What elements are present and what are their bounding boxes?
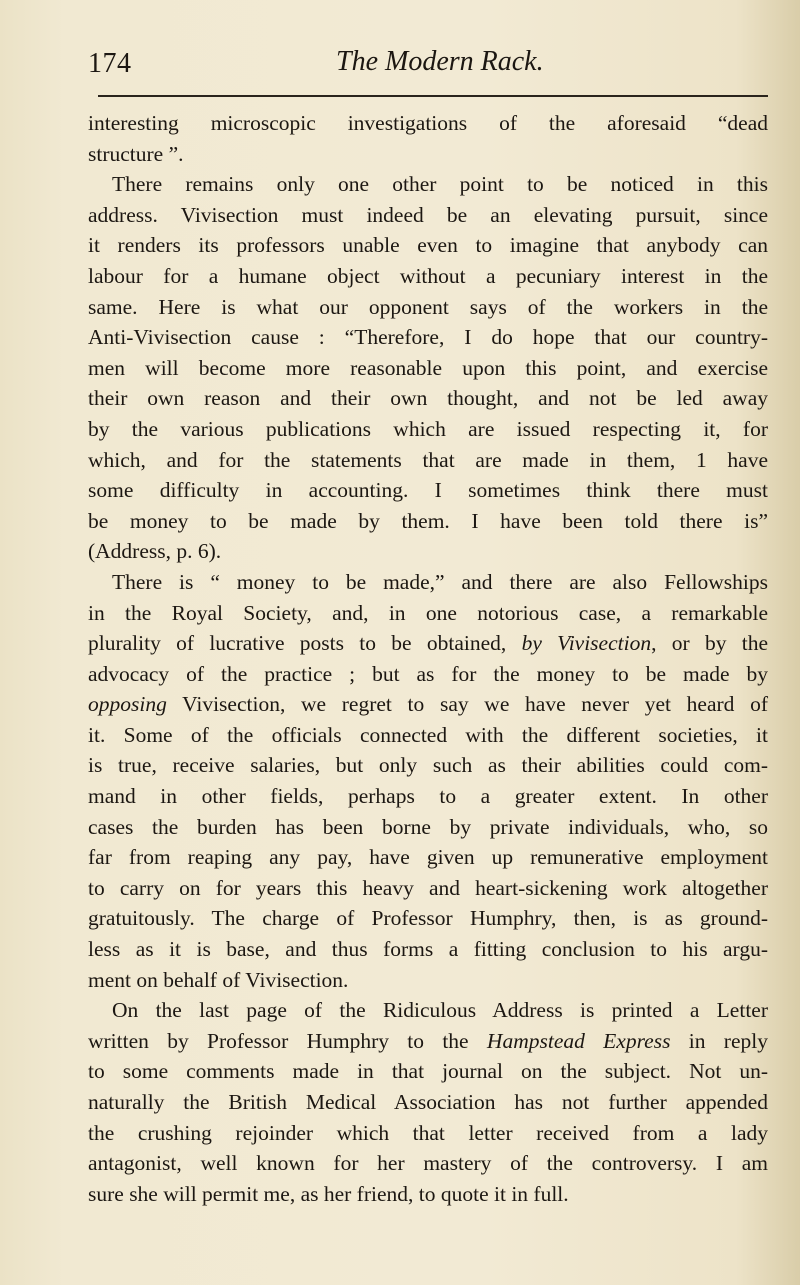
text-line <box>88 781 768 812</box>
paragraph <box>88 995 768 1209</box>
text-run: , or by the <box>651 631 768 656</box>
text-line <box>88 353 768 384</box>
text-line <box>88 965 768 996</box>
text-line <box>88 414 768 445</box>
text-run: structure ”. <box>88 141 184 166</box>
text-run: far from reaping any pay, have given up remunerative employment <box>88 845 768 870</box>
text-line <box>88 322 768 353</box>
page-header <box>88 44 768 84</box>
italic-text: opposing <box>88 692 167 717</box>
page-number: 174 <box>88 48 132 79</box>
text-run: ment on behalf of Vivisection. <box>88 967 349 992</box>
text-line <box>88 475 768 506</box>
text-run: antagonist, well known for her mastery of the controversy. I am <box>88 1151 768 1176</box>
text-line <box>88 873 768 904</box>
text-line <box>88 383 768 414</box>
text-line <box>88 506 768 537</box>
text-run: labour for a humane object without a pecuniary interest in the <box>88 263 768 288</box>
text-run: naturally the British Medical Association has not further appended <box>88 1090 768 1114</box>
text-run: it. Some of the officials connected with the different societies, it <box>88 722 768 747</box>
text-run: (Address, p. 6). <box>88 539 222 564</box>
text-line <box>88 1118 768 1149</box>
text-run: by the various publications which are issued respecting it, for <box>88 416 768 441</box>
text-run: to carry on for years this heavy and heart-sickening work altogether <box>88 875 768 900</box>
body-text <box>88 108 768 1209</box>
paragraph <box>88 108 768 169</box>
text-line <box>88 1148 768 1179</box>
text-run: be money to be made by them. I have been told there is” <box>88 508 768 533</box>
header-rule <box>98 95 768 97</box>
text-run: interesting microscopic investigations of the aforesaid “dead <box>88 111 768 135</box>
text-run: plurality of lucrative posts to be obtained, <box>88 631 522 656</box>
text-line <box>88 659 768 690</box>
text-line <box>88 934 768 965</box>
text-line <box>88 812 768 843</box>
text-line <box>88 567 768 598</box>
text-line <box>88 995 768 1026</box>
text-run: their own reason and their own thought, and not be led away <box>88 386 768 411</box>
paragraph <box>88 567 768 995</box>
text-run: in reply <box>670 1028 768 1053</box>
text-run: some difficulty in accounting. I sometimes think there must <box>88 478 768 503</box>
text-line <box>88 536 768 567</box>
text-line <box>88 842 768 873</box>
text-line <box>88 445 768 476</box>
text-run: less as it is base, and thus forms a fitting conclusion to his argu- <box>88 937 768 962</box>
text-run: it renders its professors unable even to imagine that anybody can <box>88 233 768 258</box>
text-run: mand in other fields, perhaps to a greater extent. In other <box>88 784 768 809</box>
text-run: in the Royal Society, and, in one notorious case, a remarkable <box>88 600 768 625</box>
text-line <box>88 1026 768 1057</box>
text-run: to some comments made in that journal on the subject. Not un- <box>88 1059 768 1084</box>
italic-text: Hampstead Express <box>486 1028 671 1053</box>
text-run: cases the burden has been borne by private individuals, who, so <box>88 814 768 839</box>
text-line <box>88 689 768 720</box>
text-run: same. Here is what our opponent says of the workers in the <box>88 294 768 319</box>
running-head: The Modern Rack. <box>336 46 544 77</box>
text-line <box>88 230 768 261</box>
text-line <box>88 598 768 629</box>
text-run: There is “ money to be made,” and there are also Fellowships <box>112 569 768 594</box>
text-run: On the last page of the Ridiculous Address is printed a Letter <box>112 998 768 1023</box>
italic-text: by Vivisection <box>521 631 652 656</box>
text-run: advocacy of the practice ; but as for the money to be made by <box>88 661 768 686</box>
text-run: written by Professor Humphry to the <box>88 1028 487 1053</box>
text-run: men will become more reasonable upon this point, and exercise <box>88 355 768 380</box>
text-run: Anti-Vivisection cause : “Therefore, I do hope that our country- <box>88 325 768 350</box>
text-run: gratuitously. The charge of Professor Humphry, then, is as ground- <box>88 906 768 931</box>
text-line <box>88 1087 768 1118</box>
text-line <box>88 903 768 934</box>
text-line <box>88 720 768 751</box>
text-line <box>88 261 768 292</box>
text-run: address. Vivisection must indeed be an elevating pursuit, since <box>88 202 768 227</box>
text-line <box>88 628 768 659</box>
text-line <box>88 200 768 231</box>
text-run: sure she will permit me, as her friend, to quote it in full. <box>88 1181 569 1206</box>
text-run: the crushing rejoinder which that letter received from a lady <box>88 1120 768 1145</box>
text-run: is true, receive salaries, but only such as their abilities could com- <box>88 753 768 778</box>
text-line <box>88 1056 768 1087</box>
text-line <box>88 139 768 170</box>
text-line <box>88 292 768 323</box>
text-line <box>88 108 768 139</box>
text-run: which, and for the statements that are made in them, 1 have <box>88 447 768 472</box>
text-run: There remains only one other point to be noticed in this <box>112 172 768 197</box>
text-run: Vivisection, we regret to say we have never yet heard of <box>166 692 768 717</box>
text-line <box>88 169 768 200</box>
paragraph <box>88 169 768 567</box>
text-line <box>88 1179 768 1210</box>
text-line <box>88 750 768 781</box>
